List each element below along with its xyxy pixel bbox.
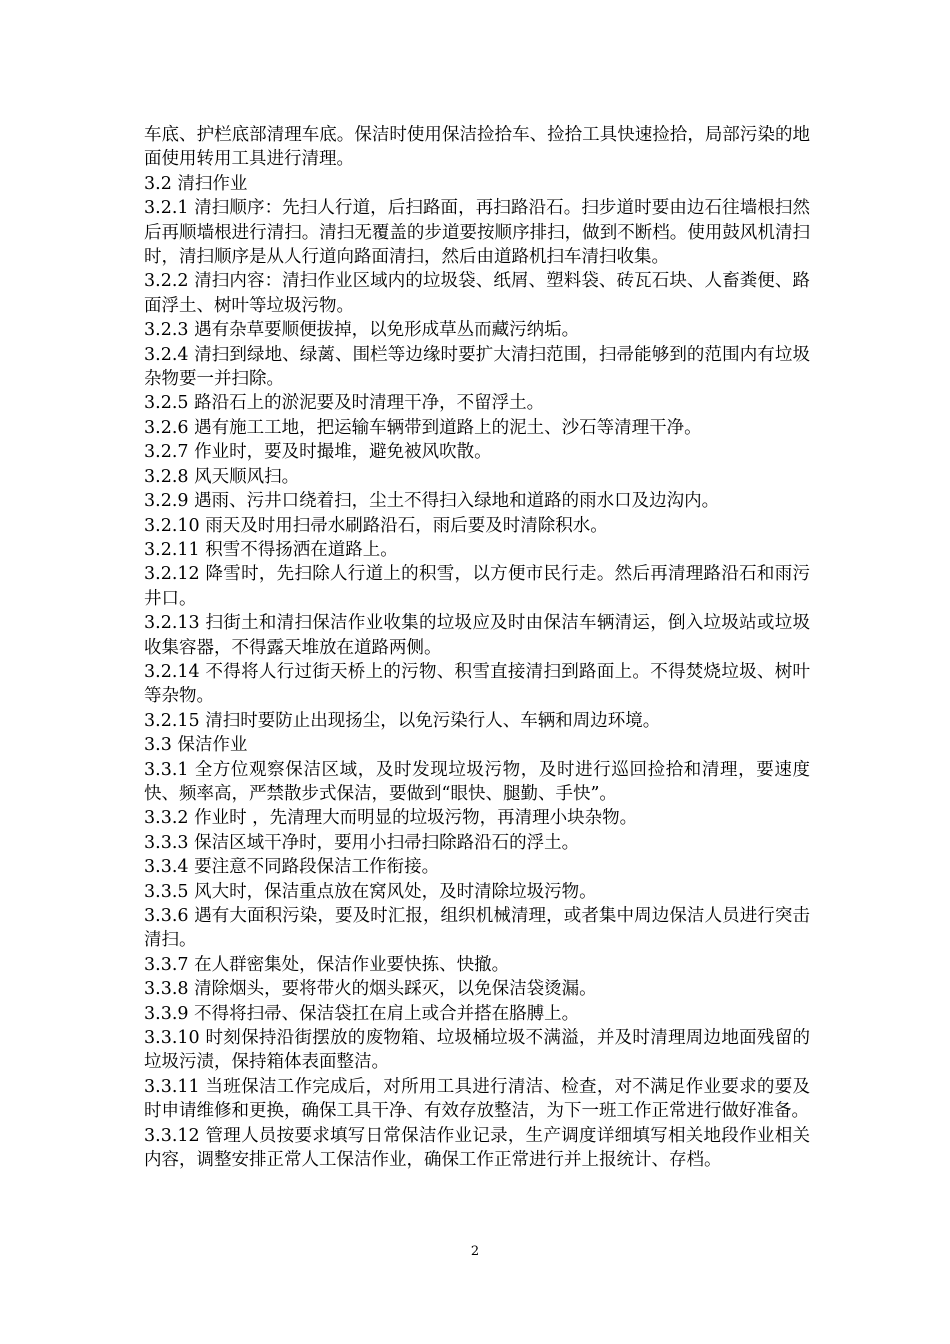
paragraph-3-2-6: 3.2.6 遇有施工工地，把运输车辆带到道路上的泥土、沙石等清理干净。 bbox=[144, 417, 702, 438]
paragraph-3-2-7: 3.2.7 作业时，要及时撮堆，避免被风吹散。 bbox=[144, 442, 492, 463]
paragraph-3-3-7: 3.3.7 在人群密集处，保洁作业要快拣、快撤。 bbox=[144, 954, 510, 975]
paragraph-3-3-11: 3.3.11 当班保洁工作完成后，对所用工具进行清洁、检查，对不满足作业要求的要及时申请维修和更换，确保工具干净、有效存放整洁，为下一班工作正常进行做好准备。 bbox=[144, 1076, 810, 1122]
paragraph-3-3-10: 3.3.10 时刻保持沿街摆放的废物箱、垃圾桶垃圾不满溢，并及时清理周边地面残留的垃圾污渍，保持箱体表面整洁。 bbox=[144, 1028, 810, 1073]
paragraph-3-2-3: 3.2.3 遇有杂草要顺便拔掉，以免形成草丛而藏污纳垢。 bbox=[144, 320, 580, 341]
paragraph-3-3-12: 3.3.12 管理人员按要求填写日常保洁作业记录，生产调度详细填写相关地段作业相关内容，调整安排正常人工保洁作业，确保工作正常进行并上报统计、存档。 bbox=[144, 1125, 810, 1171]
section-heading-3-3: 3.3 保洁作业 bbox=[144, 735, 248, 756]
paragraph-3-2-8: 3.2.8 风天顺风扫。 bbox=[144, 466, 300, 487]
paragraph-3-3-5: 3.3.5 风大时，保洁重点放在窝风处，及时清除垃圾污物。 bbox=[144, 881, 597, 902]
paragraph-3-2-5: 3.2.5 路沿石上的淤泥要及时清理干净，不留浮土。 bbox=[144, 393, 545, 414]
paragraph-3-2-10: 3.2.10 雨天及时用扫帚水刷路沿石，雨后要及时清除积水。 bbox=[144, 515, 608, 536]
paragraph-3-2-2: 3.2.2 清扫内容：清扫作业区域内的垃圾袋、纸屑、塑料袋、砖瓦石块、人畜粪便、路面浮土、树叶等垃圾污物。 bbox=[144, 271, 810, 316]
paragraph-3-3-2: 3.3.2 作业时 ，先清理大而明显的垃圾污物，再清理小块杂物。 bbox=[144, 808, 638, 829]
paragraph-3-3-4: 3.3.4 要注意不同路段保洁工作衔接。 bbox=[144, 857, 440, 878]
paragraph-3-2-9: 3.2.9 遇雨、污井口绕着扫，尘土不得扫入绿地和道路的雨水口及边沟内。 bbox=[144, 491, 720, 512]
paragraph-3-3-8: 3.3.8 清除烟头，要将带火的烟头踩灭，以免保洁袋烫漏。 bbox=[144, 979, 597, 1000]
document-body bbox=[144, 123, 810, 1172]
paragraph-3-3-3: 3.3.3 保洁区域干净时，要用小扫帚扫除路沿石的浮土。 bbox=[144, 832, 580, 853]
paragraph-3-3-6: 3.3.6 遇有大面积污染，要及时汇报，组织机械清理，或者集中周边保洁人员进行突击清扫。 bbox=[144, 906, 810, 951]
paragraph-3-2-12: 3.2.12 降雪时，先扫除人行道上的积雪，以方便市民行走。然后再清理路沿石和雨污井口。 bbox=[144, 564, 810, 609]
section-heading-3-2: 3.2 清扫作业 bbox=[144, 173, 248, 194]
paragraph-3-2-15: 3.2.15 清扫时要防止出现扬尘，以免污染行人、车辆和周边环境。 bbox=[144, 710, 661, 731]
page-number: 2 bbox=[470, 1244, 480, 1259]
paragraph-continuation: 车底、护栏底部清理车底。保洁时使用保洁捡拾车、捡拾工具快速捡拾，局部污染的地面使用转用工具进行清理。 bbox=[144, 125, 810, 170]
paragraph-3-3-1: 3.3.1 全方位观察保洁区域，及时发现垃圾污物，及时进行巡回捡拾和清理，要速度快、频率高，严禁散步式保洁，要做到“眼快、腿勤、手快”。 bbox=[144, 759, 810, 804]
paragraph-3-2-1: 3.2.1 清扫顺序：先扫人行道，后扫路面，再扫路沿石。扫步道时要由边石往墙根扫然后再顺墙根进行清扫。清扫无覆盖的步道要按顺序排扫，做到不断档。使用鼓风机清扫时，清扫顺序是从人行道向路面清扫，然后由道路机扫车清扫收集。 bbox=[144, 198, 810, 268]
paragraph-3-2-4: 3.2.4 清扫到绿地、绿蓠、围栏等边缘时要扩大清扫范围，扫帚能够到的范围内有垃圾杂物要一并扫除。 bbox=[144, 344, 810, 390]
paragraph-3-2-14: 3.2.14 不得将人行过街天桥上的污物、积雪直接清扫到路面上。不得焚烧垃圾、树叶等杂物。 bbox=[144, 661, 810, 707]
paragraph-3-3-9: 3.3.9 不得将扫帚、保洁袋扛在肩上或合并搭在胳膊上。 bbox=[144, 1003, 580, 1024]
paragraph-3-2-11: 3.2.11 积雪不得扬洒在道路上。 bbox=[144, 539, 398, 560]
paragraph-3-2-13: 3.2.13 扫街土和清扫保洁作业收集的垃圾应及时由保洁车辆清运，倒入垃圾站或垃圾收集容器，不得露天堆放在道路两侧。 bbox=[144, 613, 810, 658]
